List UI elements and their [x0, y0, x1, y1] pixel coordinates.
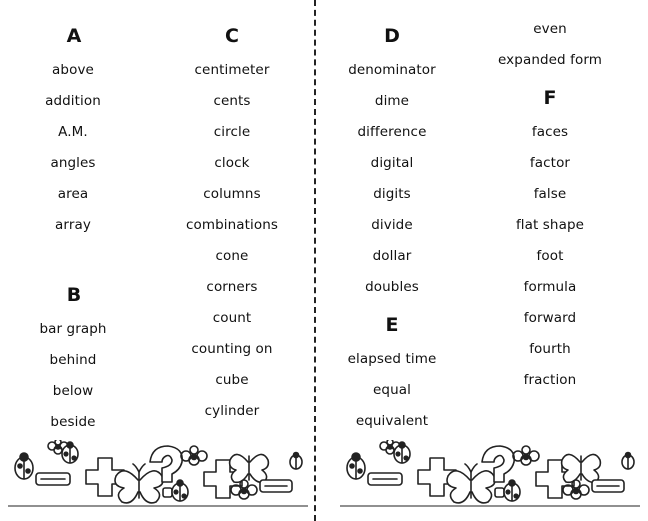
doodle-border-right	[340, 440, 640, 518]
word-item: behind	[49, 352, 97, 368]
word-item: denominator	[348, 62, 436, 78]
word-item: above	[52, 62, 94, 78]
letter-heading-a: A	[66, 25, 82, 47]
ladybug-icon	[290, 453, 302, 470]
word-item: cylinder	[204, 403, 260, 419]
word-item: A.M.	[58, 124, 88, 140]
word-item: columns	[203, 186, 261, 202]
word-item: addition	[45, 93, 101, 109]
word-item: cents	[213, 93, 251, 109]
word-item: cube	[215, 372, 249, 388]
word-item: fraction	[523, 372, 577, 388]
word-item: fourth	[529, 341, 571, 357]
minus-sign-icon	[592, 480, 624, 492]
word-item: equal	[373, 382, 411, 398]
ladybug-icon	[347, 453, 365, 479]
word-item: expanded form	[498, 52, 602, 68]
butterfly-icon	[562, 454, 601, 482]
page-divider	[314, 0, 316, 521]
word-item: bar graph	[39, 321, 107, 337]
word-item: dollar	[372, 248, 412, 264]
letter-heading-e: E	[385, 314, 399, 336]
flower-icon	[181, 446, 207, 465]
word-item: digits	[373, 186, 411, 202]
word-item: foot	[536, 248, 564, 264]
word-item: false	[533, 186, 567, 202]
ladybug-icon	[394, 442, 410, 463]
ladybug-icon	[62, 442, 78, 463]
word-item: array	[55, 217, 91, 233]
word-item: cone	[215, 248, 249, 264]
word-item: elapsed time	[347, 351, 437, 367]
word-item: equivalent	[355, 413, 429, 429]
letter-heading-f: F	[543, 87, 557, 109]
letter-heading-b: B	[66, 284, 82, 306]
ladybug-icon	[622, 453, 634, 470]
minus-sign-icon	[260, 480, 292, 492]
word-item: clock	[214, 155, 250, 171]
word-item: dime	[374, 93, 410, 109]
letter-heading-c: C	[225, 25, 239, 47]
word-item: area	[57, 186, 89, 202]
word-item: divide	[371, 217, 413, 233]
word-item: centimeter	[194, 62, 270, 78]
minus-sign-icon	[368, 473, 402, 485]
word-item: below	[52, 383, 94, 399]
minus-sign-icon	[36, 473, 70, 485]
doodle-border-left	[8, 440, 308, 518]
word-item: beside	[50, 414, 96, 430]
word-item: difference	[357, 124, 427, 140]
word-item: count	[212, 310, 252, 326]
word-item: faces	[531, 124, 569, 140]
word-item: corners	[206, 279, 258, 295]
word-item: even	[533, 21, 567, 37]
butterfly-icon	[230, 454, 269, 482]
ladybug-icon	[504, 480, 520, 501]
ladybug-icon	[172, 480, 188, 501]
word-item: circle	[213, 124, 251, 140]
word-item: factor	[529, 155, 571, 171]
word-item: angles	[50, 155, 96, 171]
word-item: digital	[370, 155, 414, 171]
word-item: combinations	[185, 217, 279, 233]
word-item: counting on	[191, 341, 273, 357]
word-item: flat shape	[515, 217, 585, 233]
word-item: forward	[523, 310, 577, 326]
ladybug-icon	[15, 453, 33, 479]
word-item: doubles	[365, 279, 419, 295]
letter-heading-d: D	[384, 25, 400, 47]
word-item: formula	[523, 279, 577, 295]
flower-icon	[513, 446, 539, 465]
